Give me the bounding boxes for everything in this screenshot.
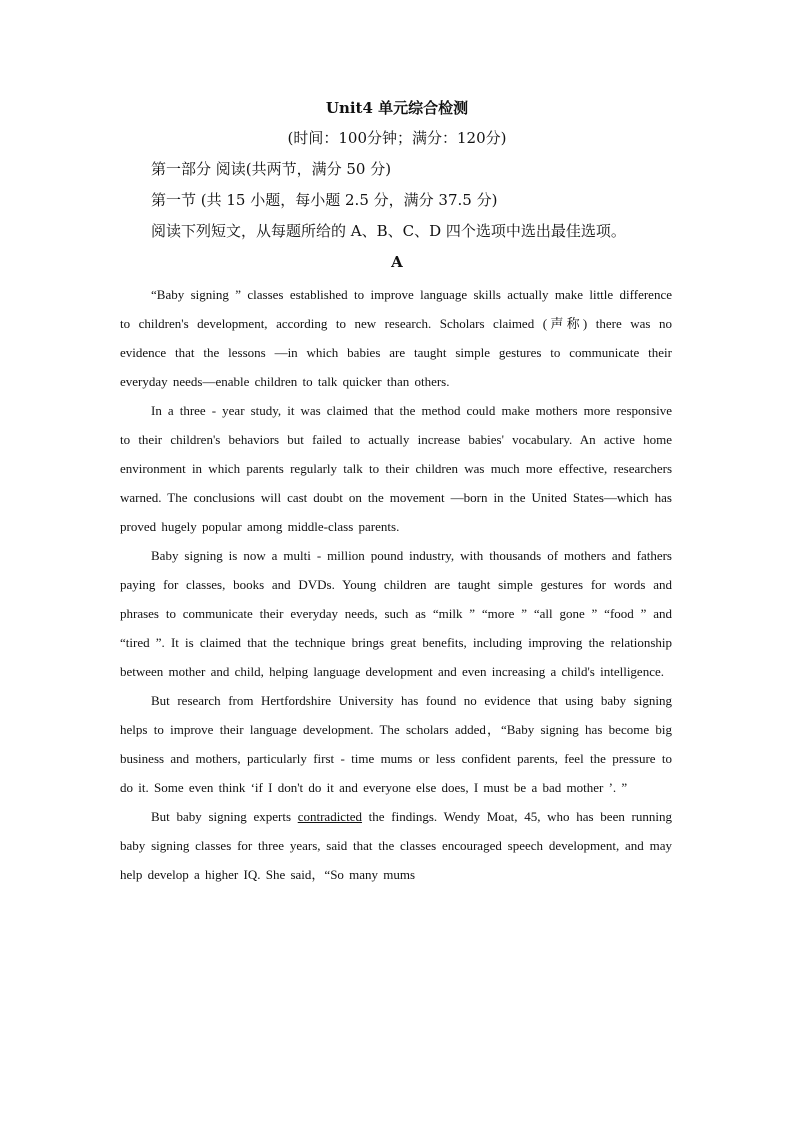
section-heading: 第一节 (共 15 小题，每小题 2.5 分，满分 37.5 分) (151, 191, 498, 209)
paragraph-4: But research from Hertfordshire University has found no evidence that using baby signing helps to improve their language development. The scholars added，“Baby signing has become big business and mothers, particularly first - time mums or less confident parents, feel the pressure to do it. Some even think ‘if I don't do it and everyone else does, I must be a bad mother ’. ” (120, 693, 672, 795)
instruction-text: 阅读下列短文，从每题所给的 A、B、C、D 四个选项中选出最佳选项。 (151, 222, 626, 240)
paragraph-3: Baby signing is now a multi - million pound industry, with thousands of mothers and fathers paying for classes, books and DVDs. Young children are taught simple gestures for words and phrases to communicate their everyday needs, such as “milk ” “more ” “all gone ” “food ” and “tired ”. It is claimed that the technique brings great benefits, including improving the relationship between mother and child, helping language development and even increasing a child's intelligence. (120, 548, 672, 679)
paragraph-5-start: But baby signing experts (151, 809, 298, 824)
passage-label: A (391, 253, 403, 271)
reading-passage (120, 280, 672, 889)
paragraph-1: “Baby signing ” classes established to improve language skills actually make little difference to children's development, according to new research. Scholars claimed (声称) there was no evidence that the lessons —in which babies are taught simple gestures to communicate their everyday needs—enable children to talk quicker than others. (120, 287, 672, 389)
paragraph-5-rest: the findings. Wendy Moat, 45, who has been running baby signing classes for three years, said that the classes encouraged speech development, and may help develop a higher IQ. She said，“So many mums (120, 809, 672, 882)
paragraph-5 (120, 802, 672, 889)
part-heading: 第一部分 阅读(共两节，满分 50 分) (151, 160, 392, 178)
exam-time-score: (时间：100分钟；满分：120分) (287, 129, 507, 147)
page-title: Unit4 单元综合检测 (325, 99, 469, 117)
paragraph-2: In a three - year study, it was claimed that the method could make mothers more responsive to their children's behaviors but failed to actually increase babies' vocabulary. An active home environment in which parents regularly talk to their children was much more effective, researchers warned. The conclusions will cast doubt on the movement —born in the United States—which has proved hugely popular among middle-class parents. (120, 403, 672, 534)
underlined-word: contradicted (297, 809, 362, 824)
